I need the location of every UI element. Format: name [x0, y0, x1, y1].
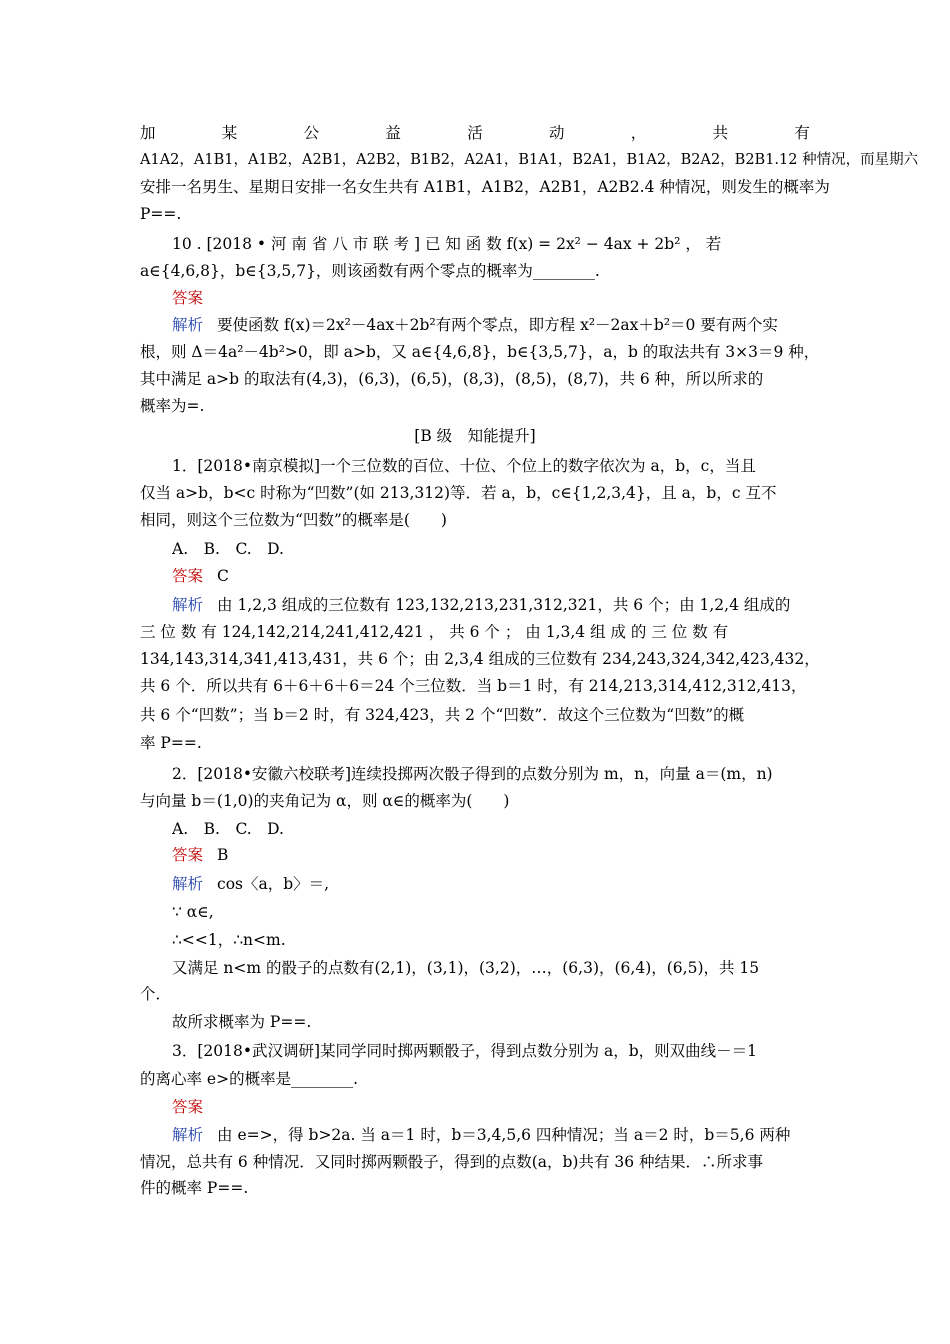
prev-char: 某	[221, 124, 238, 142]
q10-answer	[172, 286, 810, 310]
analysis-text: cos〈a，b〉＝,	[217, 875, 330, 893]
analysis-label: 解析	[172, 316, 204, 334]
answer-label: 答案	[172, 289, 204, 307]
b1-line-1: 1．[2018•南京模拟]一个三位数的百位、十位、个位上的数字依次为 a，b，c，当且	[172, 457, 756, 475]
prev-char: 加	[140, 124, 156, 142]
b1-options: A. B. C. D.	[172, 540, 284, 558]
b1-analysis-3: 134,143,314,341,413,431，共 6 个；由 2,3,4 组成的三位数有 234,243,324,342,423,432，	[140, 650, 820, 668]
q10-analysis-4: 概率为=.	[140, 397, 205, 415]
b1-answer	[172, 564, 810, 588]
prev-char: 动	[548, 124, 565, 142]
b1-analysis-4: 共 6 个．所以共有 6＋6＋6＋6＝24 个三位数．当 b＝1 时，有 214,213,314,412,312,413，	[140, 677, 807, 695]
prev-char: 活	[467, 124, 483, 142]
b1-line-3: 相同，则这个三位数为“凹数”的概率是( )	[140, 511, 447, 529]
answer-value: B	[217, 846, 229, 864]
prev-line-4: P==.	[140, 205, 182, 223]
answer-label: 答案	[172, 567, 204, 585]
b1-analysis-5: 共 6 个“凹数”；当 b＝2 时，有 324,423，共 2 个“凹数”．故这个三位数为“凹数”的概	[140, 706, 745, 724]
q10-line-1: 10 . [2018 • 河 南 省 八 市 联 考 ] 已 知 函 数 f(x) = 2x² − 4ax + 2b² ， 若	[172, 235, 722, 253]
b3-analysis-2: 情况，总共有 6 种情况．又同时掷两颗骰子，得到的点数(a，b)共有 36 种结果．∴所求事	[140, 1153, 764, 1171]
b1-analysis-6: 率 P==.	[140, 734, 202, 752]
b3-line-1: 3．[2018•武汉调研]某同学同时掷两颗骰子，得到点数分别为 a，b，则双曲线－＝1	[172, 1042, 757, 1060]
answer-label: 答案	[172, 1098, 204, 1116]
b1-analysis-2: 三 位 数 有 124,142,214,241,412,421 ， 共 6 个 ； 由 1,3,4 组 成 的 三 位 数 有	[140, 623, 729, 641]
b2-analysis-4: 又满足 n<m 的骰子的点数有(2,1)，(3,1)，(3,2)，…，(6,3)，(6,4)，(6,5)，共 15	[172, 959, 760, 977]
b3-analysis-3: 件的概率 P==.	[140, 1179, 249, 1197]
b2-analysis-1	[172, 872, 810, 896]
b2-analysis-6: 故所求概率为 P==.	[172, 1013, 312, 1031]
b2-line-1: 2．[2018•安徽六校联考]连续投掷两次骰子得到的点数分别为 m，n，向量 a＝(m，n)	[172, 765, 773, 783]
b1-analysis-1	[172, 593, 810, 617]
prev-char: ，	[630, 124, 647, 142]
prev-char: 公	[303, 124, 320, 142]
analysis-label: 解析	[172, 1126, 204, 1144]
analysis-text: 要使函数 f(x)＝2x²－4ax＋2b²有两个零点，即方程 x²－2ax＋b²＝0 要有两个实	[217, 316, 778, 334]
b2-analysis-5: 个．	[140, 985, 172, 1003]
q10-analysis-3: 其中满足 a>b 的取法有(4,3)，(6,3)，(6,5)，(8,3)，(8,5)，(8,7)，共 6 种，所以所求的	[140, 370, 764, 388]
b2-analysis-2: ∵ α∈,	[172, 903, 214, 921]
prev-char: 有	[794, 124, 810, 142]
answer-value: C	[217, 567, 229, 585]
prev-line-3: 安排一名男生、星期日安排一名女生共有 A1B1，A1B2，A2B1，A2B2.4 种情况，则发生的概率为	[140, 178, 830, 196]
b3-analysis-1	[172, 1123, 810, 1147]
b3-line-2: 的离心率 e>的概率是________.	[140, 1070, 359, 1088]
q10-analysis-2: 根，则 Δ＝4a²－4b²>0，即 a>b，又 a∈{4,6,8}，b∈{3,5,7}，a，b 的取法共有 3×3＝9 种，	[140, 343, 820, 361]
q10-analysis-1	[172, 313, 810, 337]
prev-char: 益	[385, 124, 401, 142]
analysis-text: 由 e=>，得 b>2a. 当 a＝1 时，b＝3,4,5,6 四种情况；当 a＝2 时，b＝5,6 两种	[217, 1126, 791, 1144]
prev-line-2: A1A2，A1B1，A1B2，A2B1，A2B2，B1B2，A2A1，B1A1，B2A1，B1A2，B2A2，B2B1.12 种情况，而星期六	[140, 152, 919, 168]
analysis-label: 解析	[172, 596, 204, 614]
answer-label: 答案	[172, 846, 204, 864]
b2-answer	[172, 843, 810, 867]
prev-char: 共	[712, 124, 729, 142]
analysis-text: 由 1,2,3 组成的三位数有 123,132,213,231,312,321，共 6 个；由 1,2,4 组成的	[217, 596, 791, 614]
b2-line-2: 与向量 b＝(1,0)的夹角记为 α，则 α∈的概率为( )	[140, 792, 510, 810]
b2-analysis-3: ∴<<1，∴n<m.	[172, 931, 286, 949]
b1-line-2: 仅当 a>b，b<c 时称为“凹数”(如 213,312)等．若 a，b，c∈{1,2,3,4}，且 a，b，c 互不	[140, 484, 777, 502]
q10-line-2: a∈{4,6,8}，b∈{3,5,7}，则该函数有两个零点的概率为________.	[140, 262, 600, 280]
b2-options: A. B. C. D.	[172, 820, 284, 838]
analysis-label: 解析	[172, 875, 204, 893]
section-b-heading: [B 级 知能提升]	[414, 427, 536, 445]
b3-answer	[172, 1095, 810, 1119]
prev-line-1	[140, 121, 810, 145]
